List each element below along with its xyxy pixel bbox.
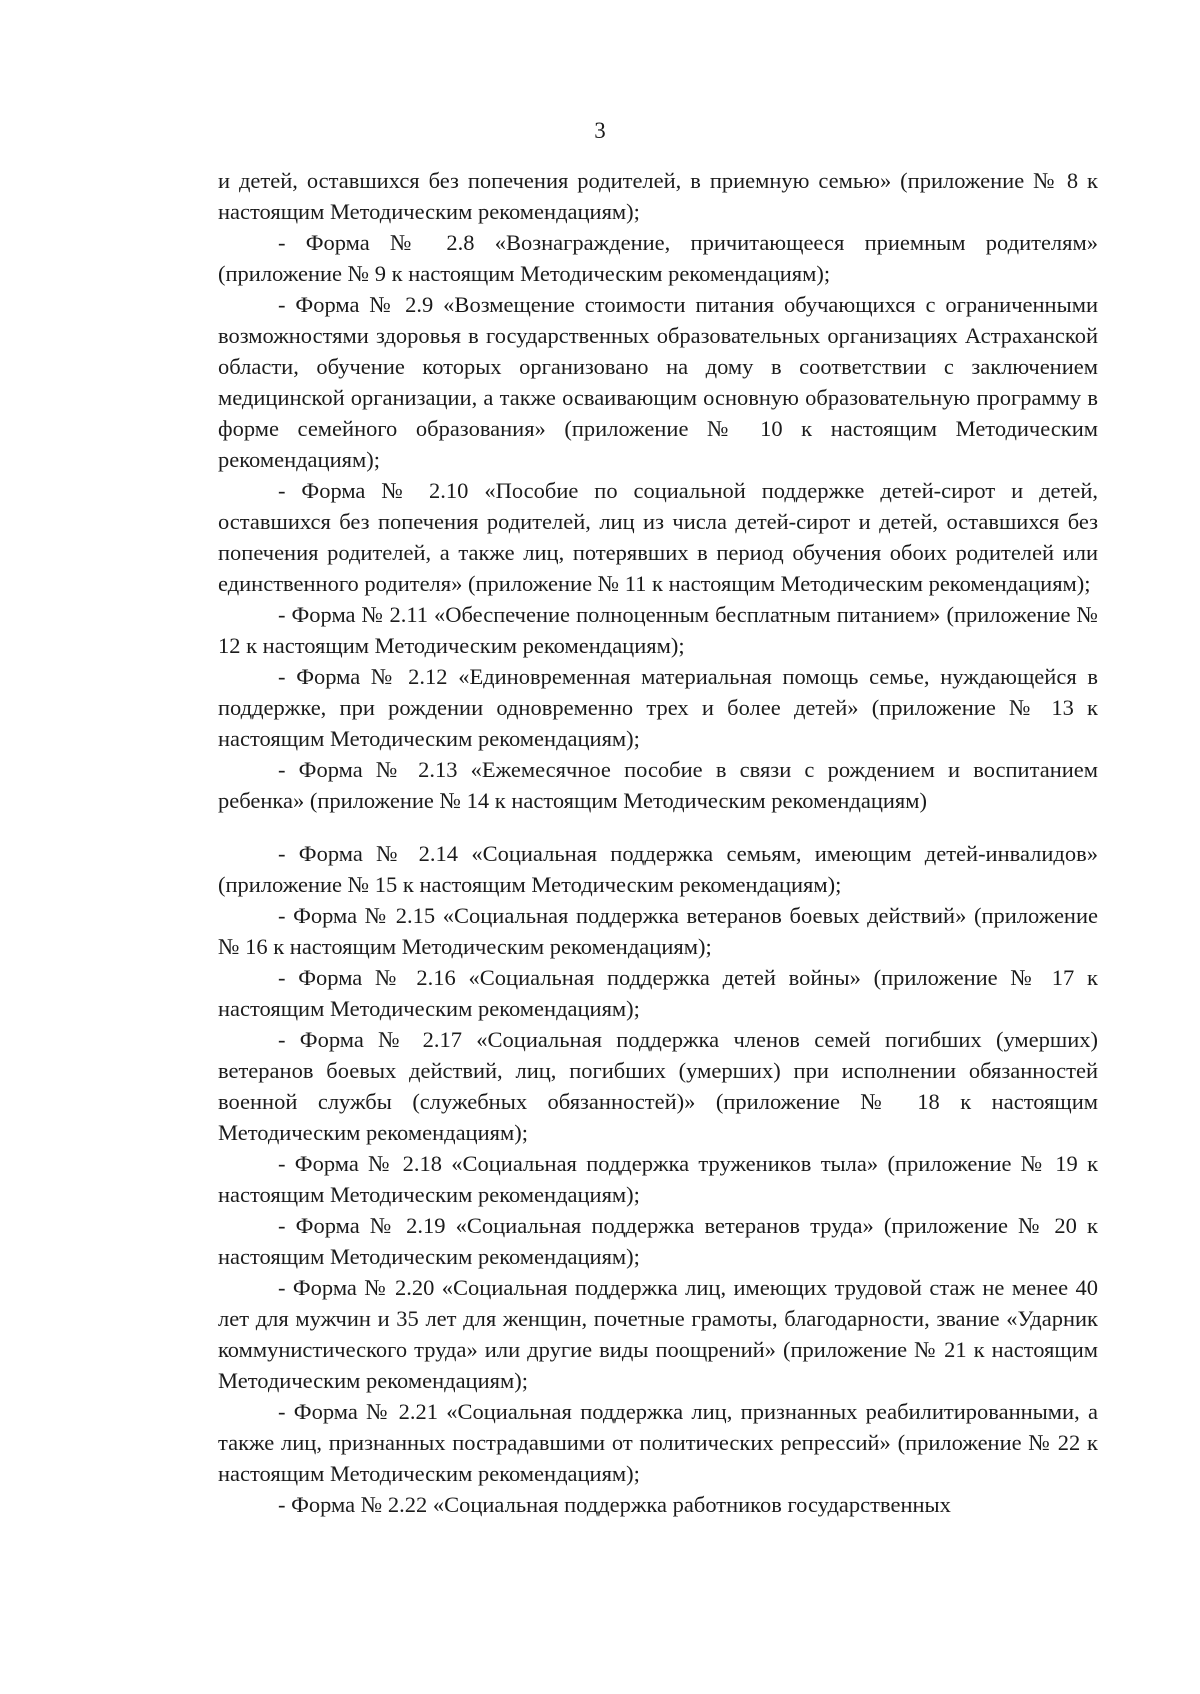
list-item-form-2-12: - Форма № 2.12 «Единовременная материальная помощь семье, нуждающейся в поддержке, при рождении одновременно трех и более детей» (приложение № 13 к настоящим Методическим рекомендациям); xyxy=(218,664,1098,751)
list-item-form-2-15: - Форма № 2.15 «Социальная поддержка ветеранов боевых действий» (приложение № 16 к настоящим Методическим рекомендациям); xyxy=(218,903,1098,959)
list-item-form-2-17: - Форма № 2.17 «Социальная поддержка членов семей погибших (умерших) ветеранов боевых действий, лиц, погибших (умерших) при исполнении обязанностей военной службы (служебных обязанностей)» (приложение № 18 к настоящим Методическим рекомендациям); xyxy=(218,1027,1098,1145)
list-item-form-2-22: - Форма № 2.22 «Социальная поддержка работников государственных xyxy=(278,1492,951,1517)
list-item-form-2-18: - Форма № 2.18 «Социальная поддержка тружеников тыла» (приложение № 19 к настоящим Методическим рекомендациям); xyxy=(218,1151,1098,1207)
list-item-form-2-11: - Форма № 2.11 «Обеспечение полноценным бесплатным питанием» (приложение № 12 к настоящим Методическим рекомендациям); xyxy=(218,602,1098,658)
list-item-form-2-10: - Форма № 2.10 «Пособие по социальной поддержке детей-сирот и детей, оставшихся без попечения родителей, лиц из числа детей-сирот и детей, оставшихся без попечения родителей, а также лиц, потерявших в период обучения обоих родителей или единственного родителя» (приложение № 11 к настоящим Методическим рекомендациям); xyxy=(218,478,1098,596)
list-item-form-2-9: - Форма № 2.9 «Возмещение стоимости питания обучающихся с ограниченными возможностями здоровья в государственных образовательных организациях Астраханской области, обучение которых организовано на дому в соответствии с заключением медицинской организации, а также осваивающим основную образовательную программу в форме семейного образования» (приложение № 10 к настоящим Методическим рекомендациям); xyxy=(218,292,1098,472)
list-item-form-2-20: - Форма № 2.20 «Социальная поддержка лиц, имеющих трудовой стаж не менее 40 лет для мужчин и 35 лет для женщин, почетные грамоты, благодарности, звание «Ударник коммунистического труда» или другие виды поощрений» (приложение № 21 к настоящим Методическим рекомендациям); xyxy=(218,1275,1098,1393)
list-item-form-2-8: - Форма № 2.8 «Вознаграждение, причитающееся приемным родителям» (приложение № 9 к настоящим Методическим рекомендациям); xyxy=(218,230,1098,286)
list-item-form-2-14: - Форма № 2.14 «Социальная поддержка семьям, имеющим детей-инвалидов» (приложение № 15 к настоящим Методическим рекомендациям); xyxy=(218,841,1098,897)
document-body xyxy=(218,165,1098,1520)
list-item-form-2-21: - Форма № 2.21 «Социальная поддержка лиц, признанных реабилитированными, а также лиц, признанных пострадавшими от политических репрессий» (приложение № 22 к настоящим Методическим рекомендациям); xyxy=(218,1399,1098,1486)
list-item-form-2-13: - Форма № 2.13 «Ежемесячное пособие в связи с рождением и воспитанием ребенка» (приложение № 14 к настоящим Методическим рекомендациям) xyxy=(218,757,1098,813)
list-item-form-2-16: - Форма № 2.16 «Социальная поддержка детей войны» (приложение № 17 к настоящим Методическим рекомендациям); xyxy=(218,965,1098,1021)
page-number: 3 xyxy=(594,118,606,143)
list-item-form-2-19: - Форма № 2.19 «Социальная поддержка ветеранов труда» (приложение № 20 к настоящим Методическим рекомендациям); xyxy=(218,1213,1098,1269)
paragraph-continuation: и детей, оставшихся без попечения родителей, в приемную семью» (приложение № 8 к настоящим Методическим рекомендациям); xyxy=(218,168,1098,224)
